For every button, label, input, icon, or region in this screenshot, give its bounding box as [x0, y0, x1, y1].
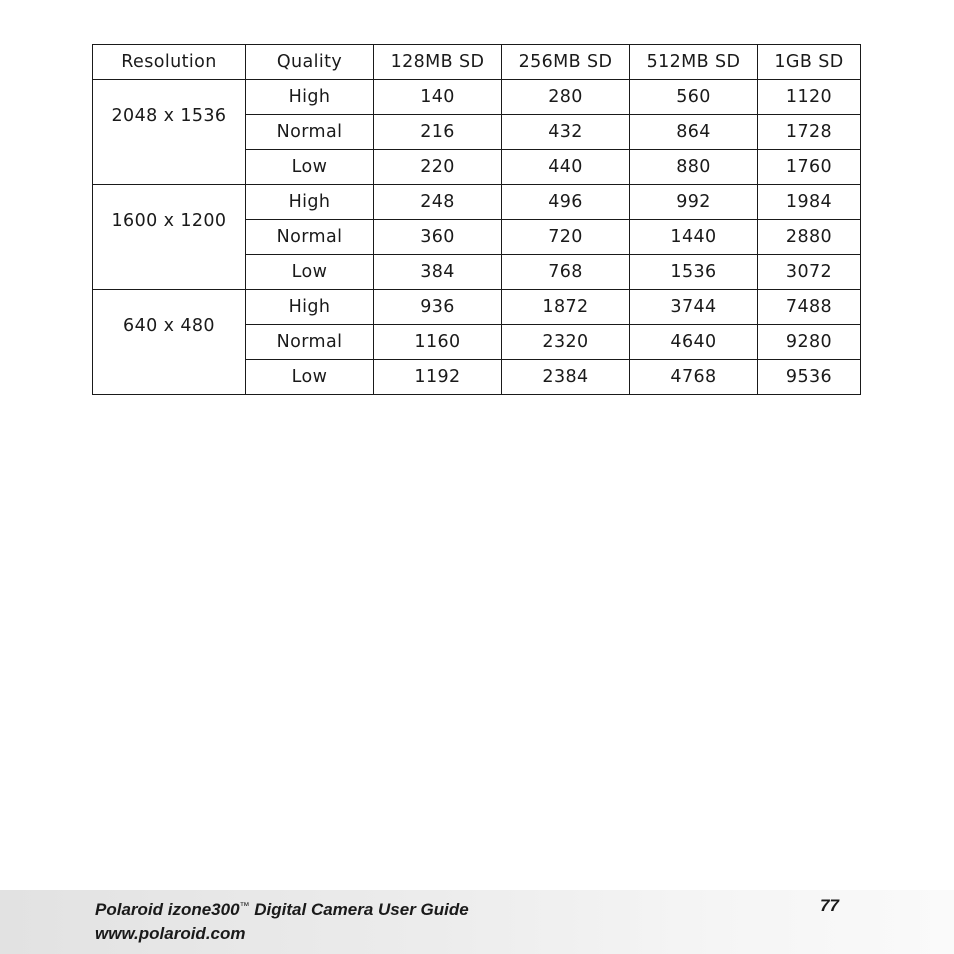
guide-title-suffix: Digital Camera User Guide [249, 900, 469, 919]
capacity-cell: 496 [502, 185, 630, 220]
resolution-cell: 1600 x 1200 [93, 185, 246, 290]
header-1gb: 1GB SD [758, 45, 861, 80]
capacity-cell: 4640 [630, 325, 758, 360]
quality-cell: Normal [246, 325, 374, 360]
header-512mb: 512MB SD [630, 45, 758, 80]
capacity-cell: 4768 [630, 360, 758, 395]
capacity-cell: 992 [630, 185, 758, 220]
capacity-cell: 1192 [374, 360, 502, 395]
website-url: www.polaroid.com [95, 924, 246, 943]
capacity-cell: 9536 [758, 360, 861, 395]
capacity-cell: 384 [374, 255, 502, 290]
table-row [93, 185, 861, 220]
trademark-symbol: ™ [239, 901, 250, 912]
capacity-cell: 2880 [758, 220, 861, 255]
capacity-cell: 2384 [502, 360, 630, 395]
capacity-cell: 1872 [502, 290, 630, 325]
capacity-cell: 1984 [758, 185, 861, 220]
guide-title-prefix: Polaroid izone300 [95, 900, 240, 919]
guide-title [95, 900, 469, 920]
capacity-cell: 768 [502, 255, 630, 290]
capacity-cell: 3744 [630, 290, 758, 325]
quality-cell: Normal [246, 220, 374, 255]
capacity-cell: 3072 [758, 255, 861, 290]
capacity-cell: 7488 [758, 290, 861, 325]
capacity-cell: 1536 [630, 255, 758, 290]
capacity-cell: 1120 [758, 80, 861, 115]
table-row [93, 80, 861, 115]
quality-cell: High [246, 290, 374, 325]
capacity-cell: 440 [502, 150, 630, 185]
capacity-cell: 1760 [758, 150, 861, 185]
quality-cell: Normal [246, 115, 374, 150]
quality-cell: Low [246, 255, 374, 290]
capacity-cell: 9280 [758, 325, 861, 360]
page-footer [0, 890, 954, 954]
capacity-cell: 2320 [502, 325, 630, 360]
capacity-cell: 280 [502, 80, 630, 115]
header-quality: Quality [246, 45, 374, 80]
capacity-cell: 560 [630, 80, 758, 115]
page-number: 77 [820, 896, 839, 915]
quality-cell: High [246, 185, 374, 220]
capacity-cell: 220 [374, 150, 502, 185]
capacity-cell: 360 [374, 220, 502, 255]
capacity-cell: 1160 [374, 325, 502, 360]
header-resolution: Resolution [93, 45, 246, 80]
capacity-cell: 880 [630, 150, 758, 185]
capacity-cell: 248 [374, 185, 502, 220]
capacity-cell: 216 [374, 115, 502, 150]
capacity-cell: 1440 [630, 220, 758, 255]
capacity-cell: 432 [502, 115, 630, 150]
capacity-cell: 140 [374, 80, 502, 115]
image-capacity-table [92, 44, 861, 395]
table-row [93, 290, 861, 325]
quality-cell: Low [246, 360, 374, 395]
resolution-cell: 640 x 480 [93, 290, 246, 395]
header-256mb: 256MB SD [502, 45, 630, 80]
header-128mb: 128MB SD [374, 45, 502, 80]
quality-cell: Low [246, 150, 374, 185]
resolution-cell: 2048 x 1536 [93, 80, 246, 185]
capacity-cell: 720 [502, 220, 630, 255]
quality-cell: High [246, 80, 374, 115]
capacity-cell: 936 [374, 290, 502, 325]
capacity-cell: 1728 [758, 115, 861, 150]
table-header-row [93, 45, 861, 80]
capacity-cell: 864 [630, 115, 758, 150]
